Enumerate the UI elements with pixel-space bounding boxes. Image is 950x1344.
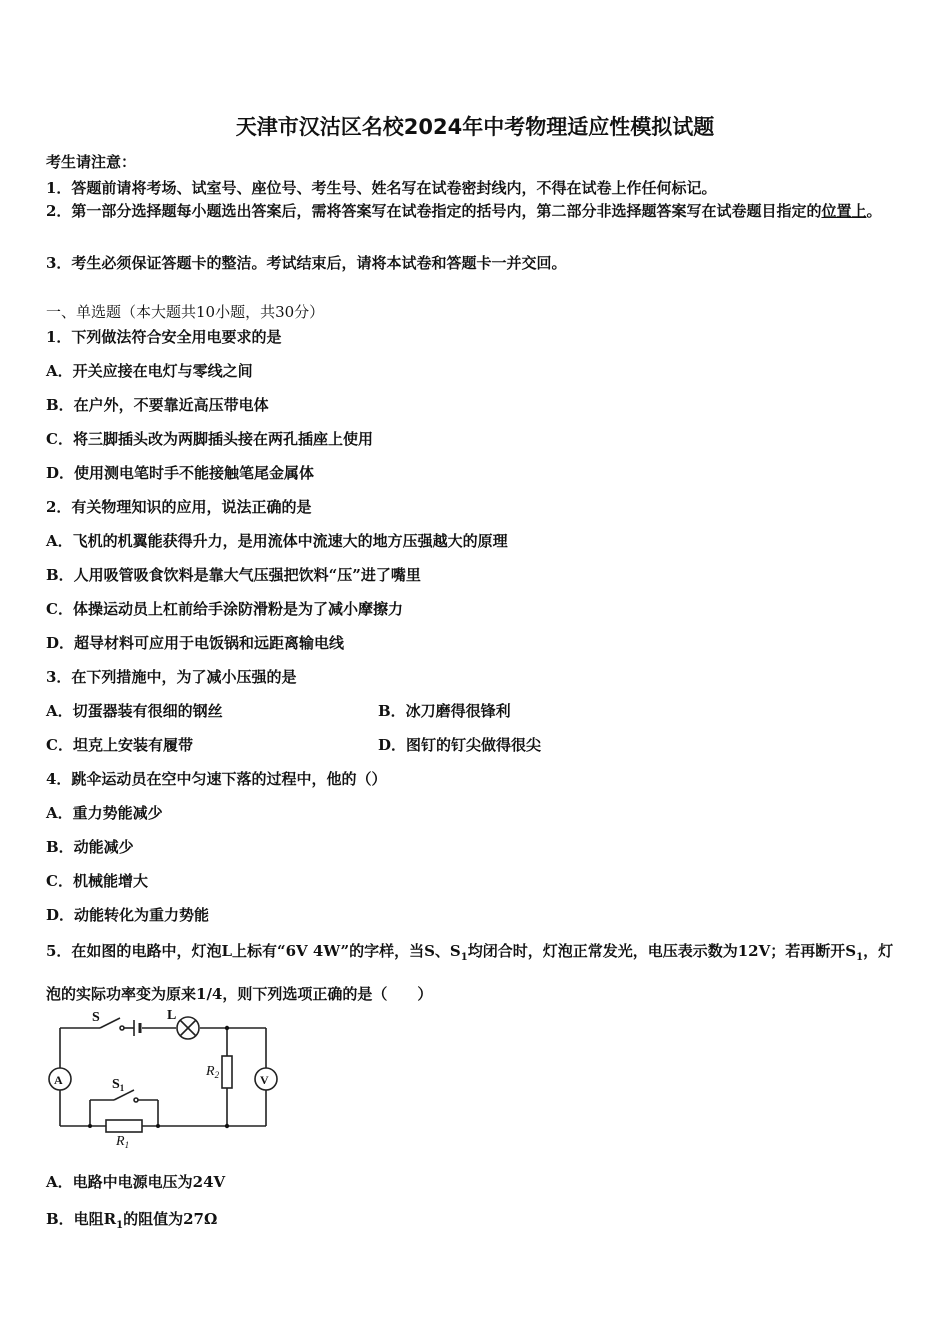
q2-option-a: A．飞机的机翼能获得升力，是用流体中流速大的地方压强越大的原理	[46, 532, 508, 550]
q5-option-b-part1: B．电阻R	[46, 1210, 117, 1228]
label-s1	[112, 1077, 125, 1093]
notice-item-3: 3．考生必须保证答题卡的整洁。考试结束后，请将本试卷和答题卡一并交回。	[46, 254, 567, 272]
q5-stem-sub1: 1	[460, 952, 468, 963]
label-s1-letter: S	[112, 1077, 120, 1092]
label-r1	[115, 1134, 129, 1150]
q5-stem-part2: 均闭合时，灯泡正常发光，电压表示数为12V；若再断开S	[467, 942, 857, 960]
q2-option-b: B．人用吸管吸食饮料是靠大气压强把饮料“压”进了嘴里	[46, 566, 421, 584]
notice-heading: 考生请注意：	[46, 153, 137, 171]
q2-option-d: D．超导材料可应用于电饭锅和远距离输电线	[46, 634, 345, 652]
q5-stem-part3: ，灯泡的实际功率变为原来1/4，则下列选项正确的是（ ）	[46, 942, 894, 1003]
q2-option-c: C．体操运动员上杠前给手涂防滑粉是为了减小摩擦力	[46, 600, 403, 618]
q1-stem: 1．下列做法符合安全用电要求的是	[46, 328, 282, 346]
q1-option-c: C．将三脚插头改为两脚插头接在两孔插座上使用	[46, 430, 373, 448]
section-heading: 一、单选题（本大题共10小题，共30分）	[46, 303, 325, 321]
label-s1-sub: 1	[119, 1083, 125, 1093]
q3-option-b: B．冰刀磨得很锋利	[378, 702, 511, 720]
q1-option-a: A．开关应接在电灯与零线之间	[46, 362, 253, 380]
circuit-diagram	[42, 1004, 282, 1152]
label-l: L	[167, 1008, 177, 1023]
q5-option-b-part2: 的阻值为27Ω	[123, 1210, 218, 1228]
q2-stem: 2．有关物理知识的应用，说法正确的是	[46, 498, 312, 516]
q5-option-b-sub: 1	[116, 1220, 124, 1231]
q3-stem: 3．在下列措施中，为了减小压强的是	[46, 668, 297, 686]
q5-option-b	[46, 1208, 217, 1231]
q5-option-a: A．电路中电源电压为24V	[46, 1173, 226, 1191]
ammeter-label: A	[54, 1073, 63, 1087]
page-title: 天津市汉沽区名校2024年中考物理适应性模拟试题	[235, 115, 715, 139]
label-r2-sub: 2	[214, 1070, 220, 1080]
q4-option-c: C．机械能增大	[46, 872, 148, 890]
notice-item-2	[46, 199, 908, 224]
q1-option-d: D．使用测电笔时手不能接触笔尾金属体	[46, 464, 315, 482]
label-r2	[205, 1064, 220, 1080]
label-r1-sub: 1	[124, 1140, 130, 1150]
notice-item-2-end: 。	[866, 202, 882, 220]
q3-option-d: D．图钉的钉尖做得很尖	[378, 736, 542, 754]
q4-option-d: D．动能转化为重力势能	[46, 906, 210, 924]
label-r1-letter: R	[116, 1134, 125, 1149]
voltmeter-label: V	[260, 1073, 269, 1087]
q4-option-b: B．动能减少	[46, 838, 134, 856]
notice-item-2-text: 2．第一部分选择题每小题选出答案后，需将答案写在试卷指定的括号内，第二部分非选择题答案写在试卷题目指定的	[46, 202, 822, 220]
q3-option-a: A．切蛋器装有很细的钢丝	[46, 702, 223, 720]
q5-stem-sub2: 1	[856, 952, 864, 963]
q5-stem-part1: 5．在如图的电路中，灯泡L上标有“6V 4W”的字样，当S、S	[46, 942, 461, 960]
q3-option-c: C．坦克上安装有履带	[46, 736, 193, 754]
label-s: S	[92, 1010, 100, 1025]
q5-stem	[46, 933, 908, 1013]
notice-item-1: 1．答题前请将考场、试室号、座位号、考生号、姓名写在试卷密封线内，不得在试卷上作任何标记。	[46, 179, 717, 197]
label-r2-letter: R	[206, 1064, 215, 1079]
q4-option-a: A．重力势能减少	[46, 804, 163, 822]
notice-item-2-underlined: 位置上	[821, 202, 867, 220]
q4-stem: 4．跳伞运动员在空中匀速下落的过程中，他的（）	[46, 770, 387, 788]
q1-option-b: B．在户外，不要靠近高压带电体	[46, 396, 269, 414]
